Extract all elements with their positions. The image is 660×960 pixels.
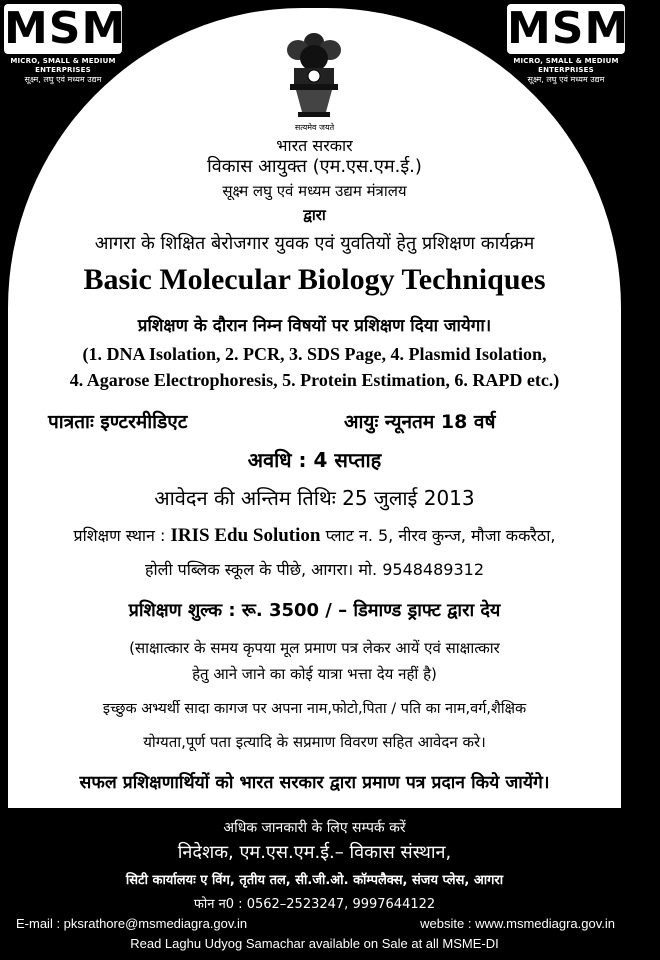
program-intro: आगरा के शिक्षित बेरोजगार युवक एवं युवतियों हेतु प्रशिक्षण कार्यक्रम xyxy=(94,233,535,254)
msme-logo-hi: सूक्ष्म, लघु एवं मध्यम उद्यम xyxy=(527,75,605,84)
city-office-line: सिटी कार्यालयः ए विंग, तृतीय तल, सी.जी.ओ. कॉम्पलैक्स, संजय प्लेस, आगरा xyxy=(125,873,504,888)
email-link[interactable]: E-mail : pksrathore@msmediagra.gov.in xyxy=(16,916,248,931)
govt-line: भारत सरकार xyxy=(276,136,353,155)
venue-line-1 xyxy=(0,524,629,547)
contact-intro: अधिक जानकारी के लिए सम्पर्क करें xyxy=(223,820,406,836)
topics-line-1: (1. DNA Isolation, 2. PCR, 3. SDS Page, 4. Plasmid Isolation, xyxy=(82,344,547,364)
msme-logo-right xyxy=(507,3,660,85)
msme-logo-hi: सूक्ष्म, लघु एवं मध्यम उद्यम xyxy=(24,75,102,84)
eligibility-qualification: पात्रताः इण्टरमीडिएट xyxy=(48,411,188,433)
interview-note-2: हेतु आने जाने का कोई यात्रा भत्ता देय नहीं है) xyxy=(192,665,437,683)
certificate-line: सफल प्रशिक्षणार्थियों को भारत सरकार द्वारा प्रमाण पत्र प्रदान किये जायेंगे। xyxy=(79,773,550,793)
msme-logo-left xyxy=(4,3,158,85)
eligibility-age: आयुः न्यूनतम 18 वर्ष xyxy=(344,411,496,433)
phone-line: फोन न0 : 0562–2523247, 9997644122 xyxy=(193,897,436,912)
emblem-motto: सत्यमेव जयते xyxy=(294,123,335,132)
office-line: विकास आयुक्त (एम.एस.एम.ई.) xyxy=(207,156,422,177)
venue-name: IRIS Edu Solution xyxy=(170,525,321,546)
venue-label: प्रशिक्षण स्थान : xyxy=(73,526,166,545)
ministry-line: सूक्ष्म लघु एवं मध्यम उद्यम मंत्रालय xyxy=(222,182,407,200)
director-line: निदेशक, एम.एस.एम.ई.– विकास संस्थान, xyxy=(177,842,452,863)
venue-address-2: होली पब्लिक स्कूल के पीछे, आगरा। मो. 9548489312 xyxy=(144,560,485,579)
read-line: Read Laghu Udyog Samachar available on Sale at all MSME-DI xyxy=(130,936,499,951)
msme-logo-word: MSME xyxy=(4,3,158,54)
msme-logo-en: MICRO, SMALL & MEDIUM ENTERPRISES xyxy=(10,57,116,74)
website-link[interactable]: website : www.msmediagra.gov.in xyxy=(420,916,615,931)
interview-note-1: (साक्षात्कार के समय कृपया मूल प्रमाण पत्र लेकर आयें एवं साक्षात्कार xyxy=(129,639,500,657)
deadline-line: आवेदन की अन्तिम तिथिः 25 जुलाई 2013 xyxy=(154,486,475,510)
apply-note-1: इच्छुक अभ्यर्थी सादा कागज पर अपना नाम,फोटो,पिता / पति का नाम,वर्ग,शैक्षिक xyxy=(102,701,527,717)
venue-address-1: प्लाट न. 5, नीरव कुन्ज, मौजा ककरैठा, xyxy=(325,526,556,545)
msme-logo-en: MICRO, SMALL & MEDIUM ENTERPRISES xyxy=(513,57,619,74)
duration-line: अवधि : 4 सप्ताह xyxy=(247,448,382,472)
apply-note-2: योग्यता,पूर्ण पता इत्यादि के सप्रमाण विवरण सहित आवेदन करे। xyxy=(143,733,486,751)
msme-logo-word: MSME xyxy=(507,3,660,54)
fee-line: प्रशिक्षण शुल्क : रू. 3500 / – डिमाण्ड ड्राफ्ट द्वारा देय xyxy=(128,600,501,621)
topics-intro: प्रशिक्षण के दौरान निम्न विषयों पर प्रशिक्षण दिया जायेगा। xyxy=(137,316,492,336)
course-title: Basic Molecular Biology Techniques xyxy=(83,263,546,296)
ashoka-emblem-icon xyxy=(276,28,352,124)
topics-line-2: 4. Agarose Electrophoresis, 5. Protein Estimation, 6. RAPD etc.) xyxy=(69,370,560,390)
by-line: द्वारा xyxy=(303,206,326,224)
